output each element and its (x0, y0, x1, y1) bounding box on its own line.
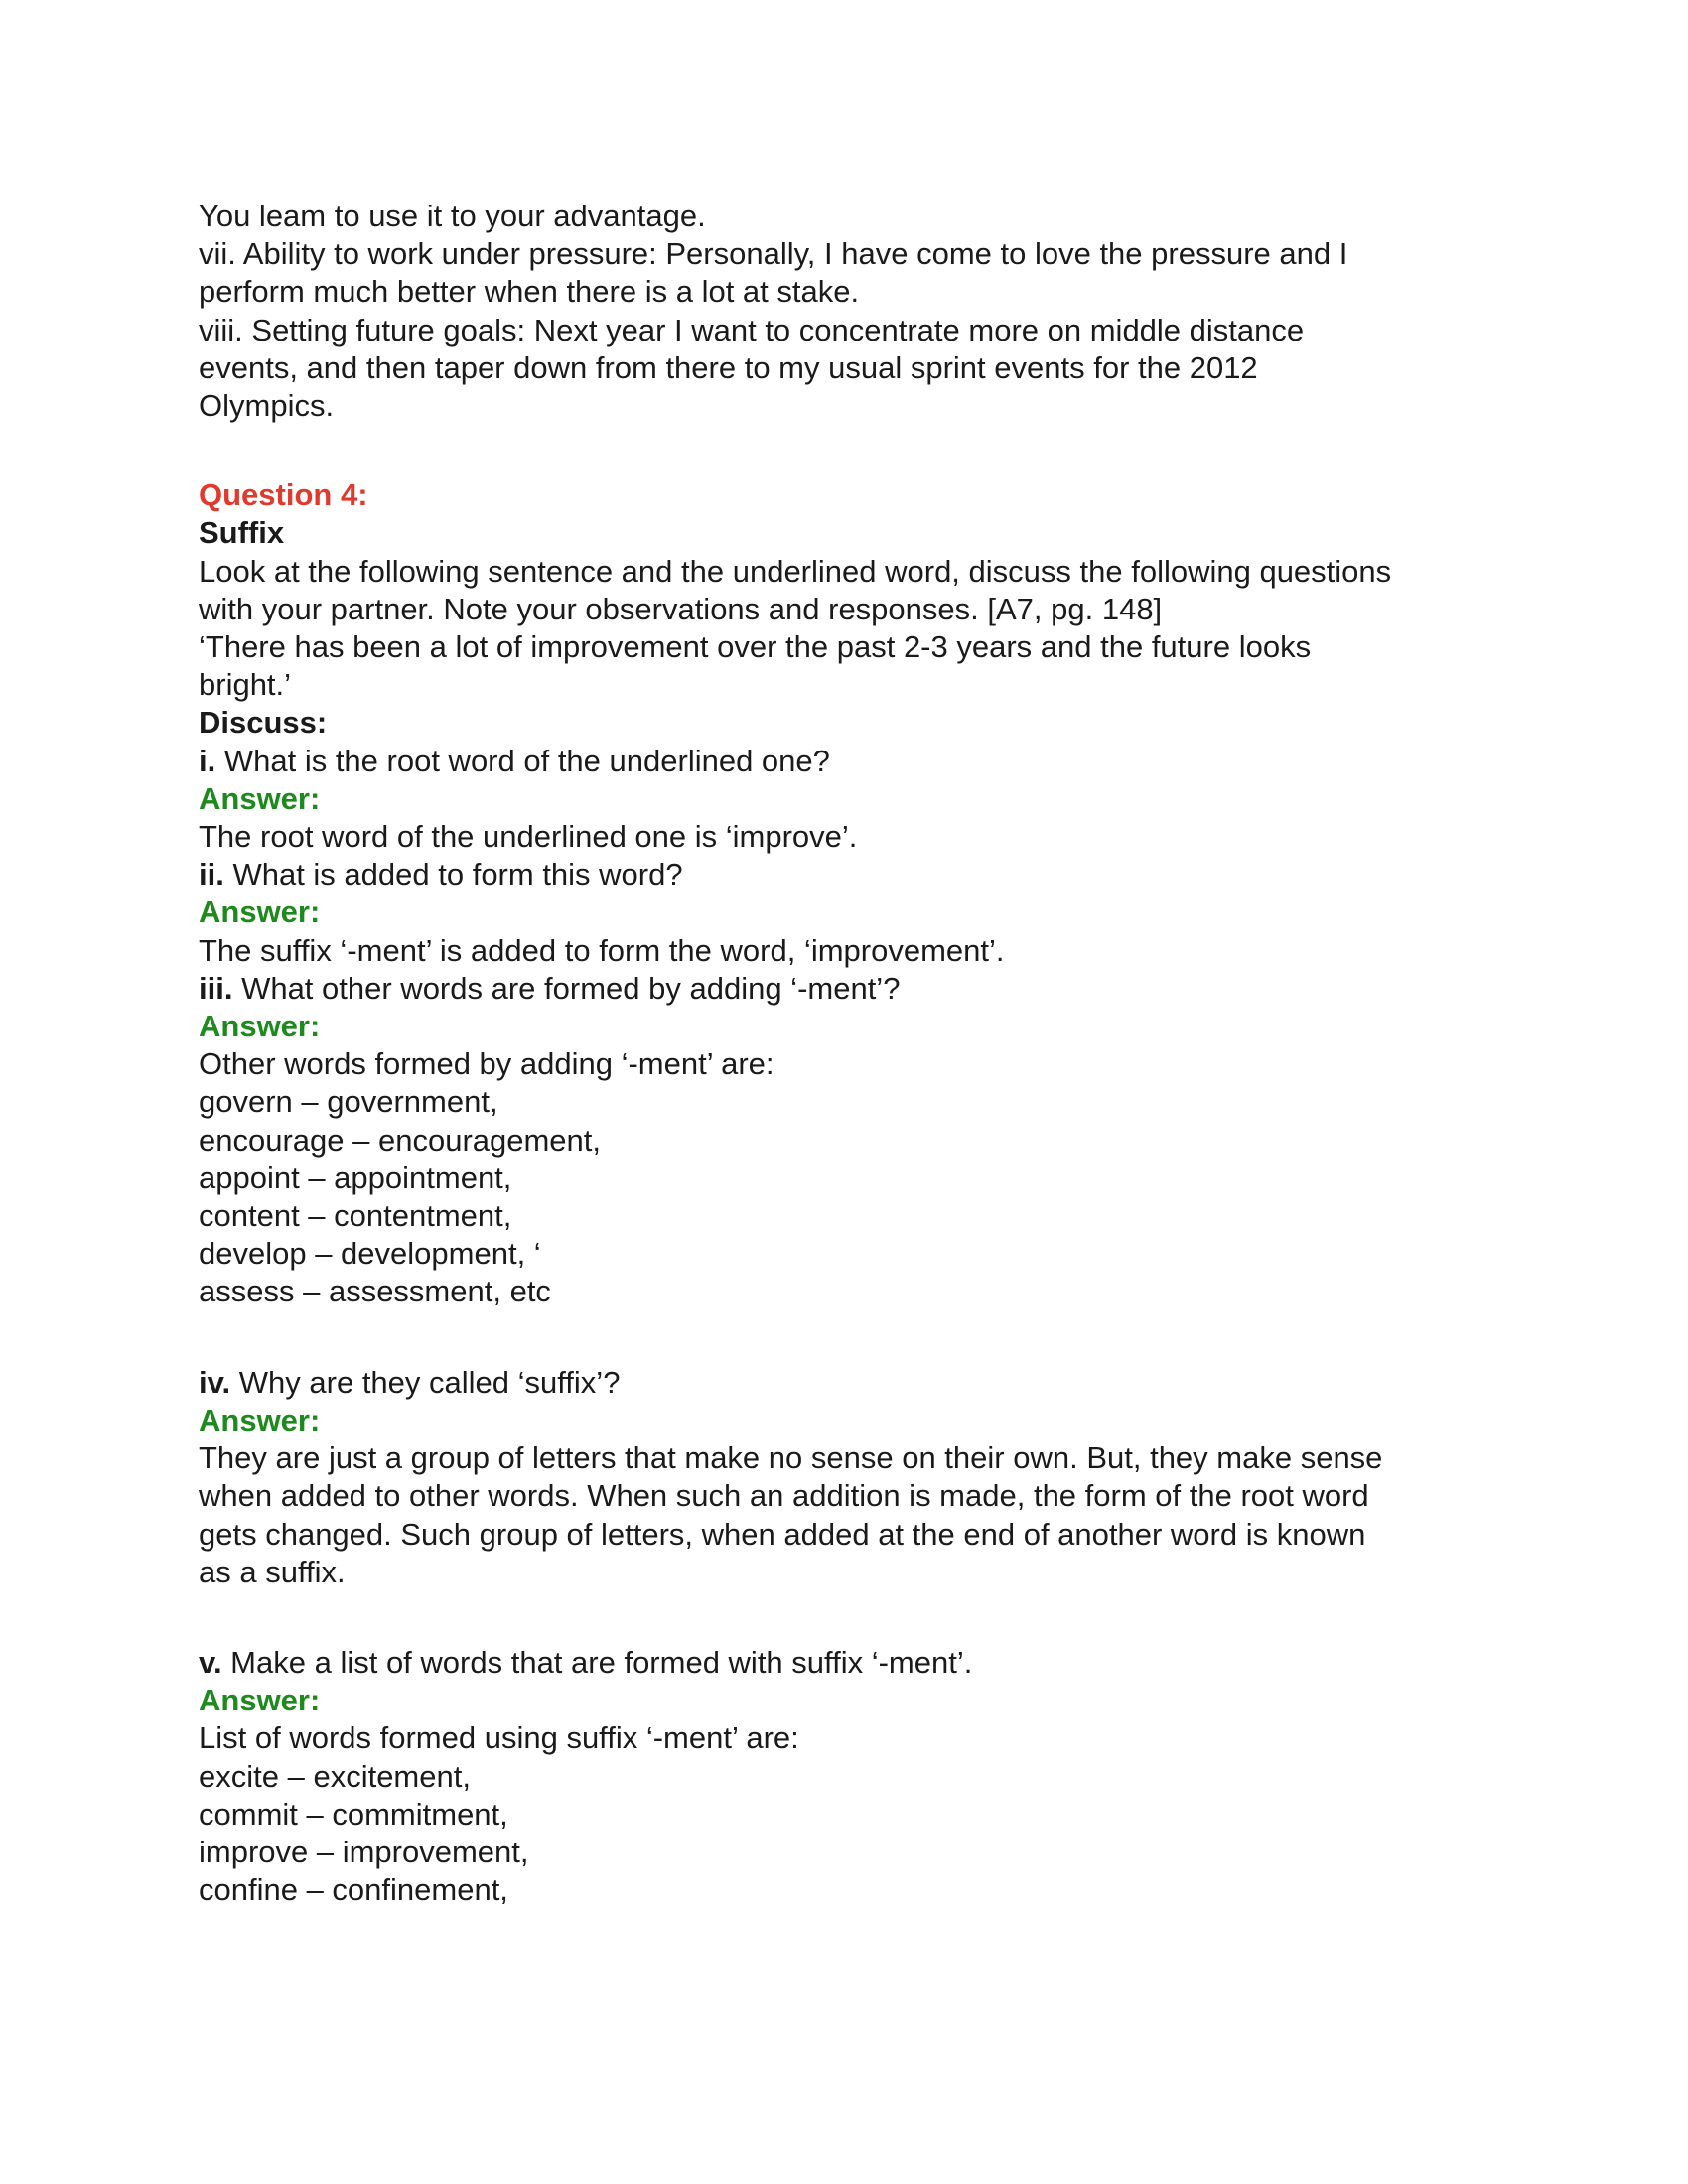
item-question (199, 743, 1509, 780)
answer-label: Answer: (199, 1009, 321, 1044)
word-pair: encourage – encouragement, (199, 1122, 602, 1158)
discuss-label: Discuss: (199, 705, 328, 741)
discussion-item-i (199, 743, 1509, 857)
answer-label: Answer: (199, 894, 321, 930)
item-number: ii. (199, 857, 224, 892)
intro-block (199, 198, 1509, 425)
word-pair: excite – excitement, (199, 1758, 471, 1794)
intro-line: perform much better when there is a lot at stake. (199, 274, 860, 310)
answer-label: Answer: (199, 1402, 321, 1437)
spacer (199, 1591, 1509, 1644)
answer-label: Answer: (199, 1683, 321, 1718)
answer-line: They are just a group of letters that make no sense on their own. But, they make sense (199, 1440, 1383, 1476)
item-question (199, 856, 1509, 893)
item-question-text: What is added to form this word? (223, 857, 683, 892)
instruction-line: ‘There has been a lot of improvement over the past 2-3 years and the future looks (199, 629, 1312, 665)
question-block (199, 477, 1509, 742)
intro-line: viii. Setting future goals: Next year I want to concentrate more on middle distance (199, 312, 1305, 347)
answer-line: The root word of the underlined one is ‘improve’. (199, 819, 858, 855)
word-pair: confine – confinement, (199, 1872, 508, 1908)
question-topic: Suffix (199, 515, 285, 551)
item-number: i. (199, 743, 216, 778)
item-question (199, 970, 1509, 1008)
spacer (199, 425, 1509, 477)
item-number: iii. (199, 970, 233, 1006)
instruction-line: bright.’ (199, 667, 292, 703)
intro-line: events, and then taper down from there to my usual sprint events for the 2012 (199, 349, 1258, 385)
item-question (199, 1364, 1509, 1402)
instruction-line: with your partner. Note your observations and responses. [A7, pg. 148] (199, 591, 1163, 626)
question-heading: Question 4: (199, 478, 368, 513)
item-number: iv. (199, 1364, 231, 1400)
answer-line: gets changed. Such group of letters, when added at the end of another word is known (199, 1516, 1366, 1552)
word-pair: develop – development, ‘ (199, 1236, 541, 1272)
item-question (199, 1644, 1509, 1682)
item-question-text: Make a list of words that are formed with suffix ‘-ment’. (221, 1644, 973, 1680)
answer-label: Answer: (199, 780, 321, 816)
discussion-item-ii (199, 856, 1509, 970)
intro-line: Olympics. (199, 388, 335, 424)
answer-line: List of words formed using suffix ‘-ment’ are: (199, 1720, 799, 1756)
document-page (199, 198, 1509, 1909)
discussion-item-iii (199, 970, 1509, 1311)
discussion-item-v (199, 1644, 1509, 1909)
answer-line: as a suffix. (199, 1554, 346, 1589)
word-pair: govern – government, (199, 1084, 498, 1120)
word-pair: content – contentment, (199, 1198, 512, 1234)
intro-line: vii. Ability to work under pressure: Personally, I have come to love the pressure and I (199, 236, 1348, 272)
word-pair: assess – assessment, etc (199, 1274, 551, 1309)
item-number: v. (199, 1644, 222, 1680)
word-pair: appoint – appointment, (199, 1160, 512, 1195)
intro-line: You leam to use it to your advantage. (199, 199, 706, 233)
word-pair: improve – improvement, (199, 1834, 529, 1869)
item-question-text: Why are they called ‘suffix’? (230, 1364, 621, 1400)
item-question-text: What is the root word of the underlined one? (215, 743, 830, 778)
instruction-line: Look at the following sentence and the underlined word, discuss the following questions (199, 553, 1392, 589)
answer-line: The suffix ‘-ment’ is added to form the word, ‘improvement’. (199, 932, 1005, 968)
answer-line: Other words formed by adding ‘-ment’ are: (199, 1046, 774, 1082)
spacer (199, 1311, 1509, 1364)
item-question-text: What other words are formed by adding ‘-ment’? (232, 970, 901, 1006)
answer-line: when added to other words. When such an addition is made, the form of the root word (199, 1478, 1369, 1514)
word-pair: commit – commitment, (199, 1796, 508, 1832)
discussion-item-iv (199, 1364, 1509, 1591)
